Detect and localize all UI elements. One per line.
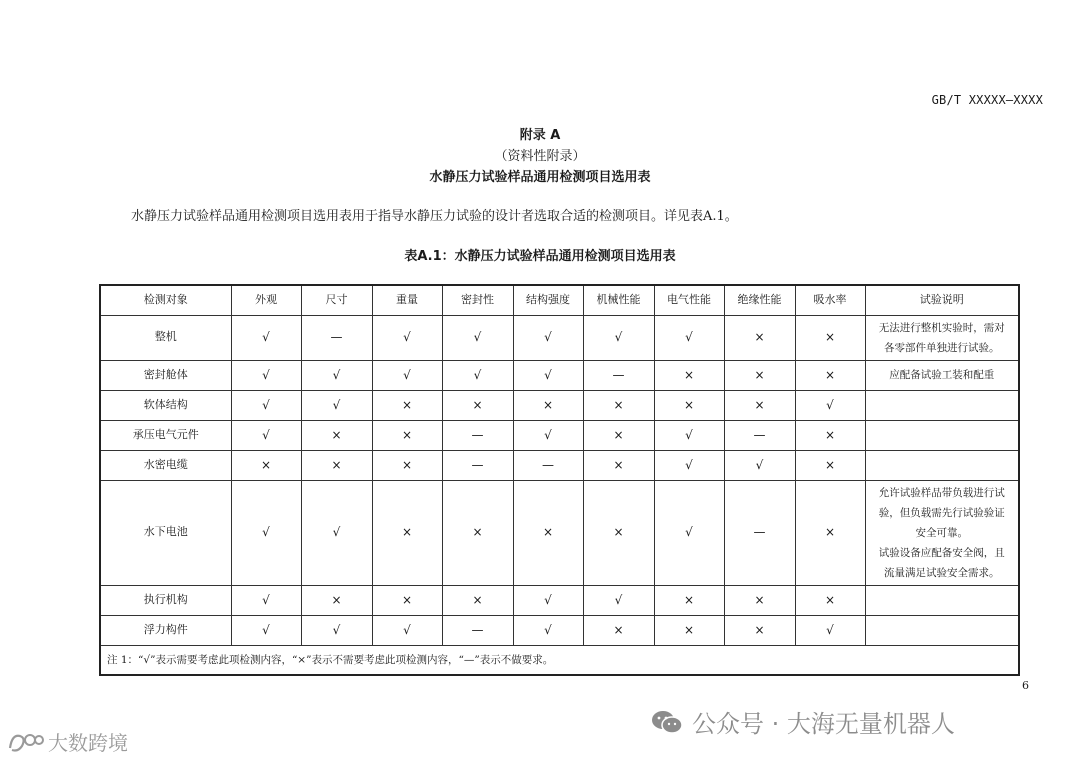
mark-cell: × <box>654 585 724 615</box>
table-row <box>100 390 1019 420</box>
remark-cell <box>865 480 1019 585</box>
mark-cell: × <box>513 480 583 585</box>
mark-cell: × <box>372 480 442 585</box>
intro-paragraph: 水静压力试验样品通用检测项目选用表用于指导水静压力试验的设计者选取合适的检测项目。详见表A.1。 <box>131 209 738 224</box>
mark-cell: — <box>724 420 795 450</box>
mark-cell: × <box>724 615 795 645</box>
mark-cell: √ <box>231 615 301 645</box>
standard-code: GB/T XXXXX—XXXX <box>931 93 1043 107</box>
object-cell: 承压电气元件 <box>100 420 231 450</box>
column-header: 试验说明 <box>865 285 1019 315</box>
object-cell: 水密电缆 <box>100 450 231 480</box>
mark-cell: √ <box>513 360 583 390</box>
column-header: 重量 <box>372 285 442 315</box>
table-row <box>100 315 1019 360</box>
mark-cell: √ <box>724 450 795 480</box>
mark-cell: √ <box>372 615 442 645</box>
mark-cell: × <box>583 390 654 420</box>
column-header: 尺寸 <box>301 285 372 315</box>
mark-cell: √ <box>654 450 724 480</box>
mark-cell: × <box>795 450 865 480</box>
mark-cell: √ <box>231 420 301 450</box>
mark-cell: √ <box>795 615 865 645</box>
mark-cell: × <box>583 420 654 450</box>
column-header: 密封性 <box>442 285 513 315</box>
mark-cell: — <box>442 615 513 645</box>
appendix-heading: 附录 A <box>519 128 561 143</box>
mark-cell: × <box>795 360 865 390</box>
remark-line: 无法进行整机实验时，需对 <box>878 321 1005 334</box>
mark-cell: × <box>372 450 442 480</box>
remark-cell <box>865 450 1019 480</box>
mark-cell: × <box>583 615 654 645</box>
mark-cell: × <box>301 450 372 480</box>
wechat-icon <box>650 709 684 735</box>
mark-cell: √ <box>654 315 724 360</box>
mark-cell: × <box>372 585 442 615</box>
mark-cell: √ <box>372 360 442 390</box>
mark-cell: √ <box>301 615 372 645</box>
mark-cell: √ <box>442 360 513 390</box>
mark-cell: — <box>301 315 372 360</box>
remark-line: 允许试验样品带负载进行试 <box>878 486 1005 499</box>
mark-cell: √ <box>654 420 724 450</box>
column-header: 结构强度 <box>513 285 583 315</box>
watermark-brand-text: 大数跨境 <box>48 731 128 755</box>
mark-cell: × <box>654 615 724 645</box>
mark-cell: × <box>724 390 795 420</box>
mark-cell: √ <box>513 420 583 450</box>
table-caption: 表A.1：水静压力试验样品通用检测项目选用表 <box>404 249 676 264</box>
watermark-brand <box>6 727 128 756</box>
table-row <box>100 615 1019 645</box>
mark-cell: √ <box>231 585 301 615</box>
object-cell: 浮力构件 <box>100 615 231 645</box>
remark-cell <box>865 420 1019 450</box>
mark-cell: × <box>372 420 442 450</box>
mark-cell: × <box>442 585 513 615</box>
mark-cell: √ <box>442 315 513 360</box>
watermark-wechat <box>650 704 955 739</box>
mark-cell: — <box>724 480 795 585</box>
mark-cell: √ <box>231 360 301 390</box>
table-row <box>100 360 1019 390</box>
mark-cell: √ <box>583 315 654 360</box>
mark-cell: — <box>442 450 513 480</box>
table-header-row <box>100 285 1019 315</box>
mark-cell: √ <box>231 480 301 585</box>
mark-cell: √ <box>654 480 724 585</box>
table-row <box>100 450 1019 480</box>
remark-cell <box>865 585 1019 615</box>
remark-line: 应配备试验工装和配重 <box>889 369 995 381</box>
mark-cell: √ <box>372 315 442 360</box>
table-body <box>100 315 1019 645</box>
mark-cell: × <box>795 315 865 360</box>
mark-cell: × <box>654 390 724 420</box>
mark-cell: × <box>583 450 654 480</box>
column-header: 电气性能 <box>654 285 724 315</box>
remark-line: 试验设备应配备安全阀，且 <box>878 546 1005 559</box>
table-row <box>100 420 1019 450</box>
remark-cell <box>865 315 1019 360</box>
remark-line: 各零部件单独进行试验。 <box>884 341 1000 354</box>
remark-cell <box>865 360 1019 390</box>
object-cell: 密封舱体 <box>100 360 231 390</box>
mark-cell: — <box>513 450 583 480</box>
mark-cell: — <box>583 360 654 390</box>
appendix-title: 水静压力试验样品通用检测项目选用表 <box>429 170 651 185</box>
mark-cell: × <box>442 390 513 420</box>
column-header: 机械性能 <box>583 285 654 315</box>
remark-line: 安全可靠。 <box>915 526 968 539</box>
remark-line: 流量满足试验安全需求。 <box>884 566 1000 579</box>
column-header: 外观 <box>231 285 301 315</box>
table-note: 注 1：“√”表示需要考虑此项检测内容，“×”表示不需要考虑此项检测内容，“—”表示不做要求。 <box>100 645 1019 675</box>
mark-cell: × <box>724 315 795 360</box>
mark-cell: √ <box>795 390 865 420</box>
mark-cell: √ <box>301 360 372 390</box>
mark-cell: × <box>583 480 654 585</box>
mark-cell: √ <box>513 615 583 645</box>
mark-cell: × <box>654 360 724 390</box>
watermark-wechat-text: 公众号 · 大海无量机器人 <box>692 710 955 738</box>
mark-cell: √ <box>513 315 583 360</box>
mark-cell: √ <box>583 585 654 615</box>
mark-cell: × <box>301 585 372 615</box>
mark-cell: √ <box>513 585 583 615</box>
mark-cell: × <box>724 585 795 615</box>
mark-cell: × <box>301 420 372 450</box>
mark-cell: × <box>513 390 583 420</box>
object-cell: 整机 <box>100 315 231 360</box>
brand-logo-icon <box>6 730 44 754</box>
object-cell: 水下电池 <box>100 480 231 585</box>
mark-cell: √ <box>301 390 372 420</box>
object-cell: 软体结构 <box>100 390 231 420</box>
mark-cell: √ <box>231 315 301 360</box>
table-row <box>100 480 1019 585</box>
column-header: 绝缘性能 <box>724 285 795 315</box>
mark-cell: — <box>442 420 513 450</box>
mark-cell: √ <box>301 480 372 585</box>
column-header: 检测对象 <box>100 285 231 315</box>
mark-cell: √ <box>231 390 301 420</box>
mark-cell: × <box>724 360 795 390</box>
mark-cell: × <box>372 390 442 420</box>
mark-cell: × <box>795 420 865 450</box>
table-row <box>100 585 1019 615</box>
remark-line: 验，但负载需先行试验验证 <box>878 506 1005 519</box>
object-cell: 执行机构 <box>100 585 231 615</box>
remark-cell <box>865 615 1019 645</box>
page-number: 6 <box>1022 679 1029 692</box>
mark-cell: × <box>795 480 865 585</box>
selection-table <box>99 284 1020 676</box>
remark-cell <box>865 390 1019 420</box>
mark-cell: × <box>231 450 301 480</box>
column-header: 吸水率 <box>795 285 865 315</box>
mark-cell: × <box>795 585 865 615</box>
mark-cell: × <box>442 480 513 585</box>
appendix-nature: （资料性附录） <box>494 149 586 164</box>
